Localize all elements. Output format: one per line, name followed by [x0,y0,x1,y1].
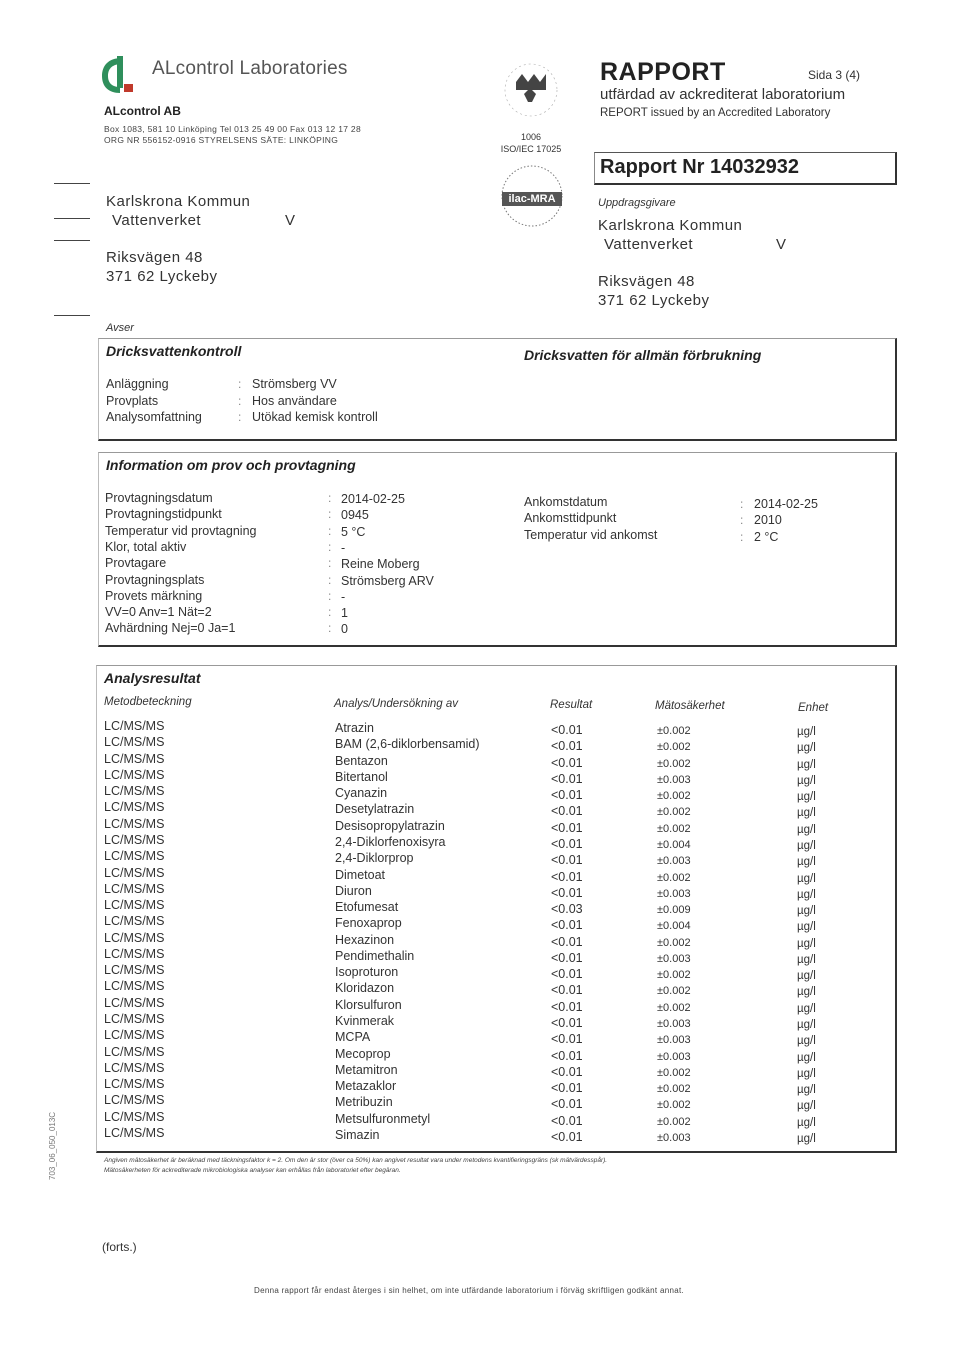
client-label: Uppdragsgivare [598,197,676,209]
footer-disclaimer: Denna rapport får endast återges i sin helhet, om inte utfärdande laboratorium i förväg skriftligen godkänt annat. [254,1286,684,1295]
info-section [98,452,897,647]
info-right-label: Ankomsttidpunkt [524,511,617,526]
result-analysis: Kloridazon [335,981,395,996]
info-row-value: - [341,589,346,604]
result-analysis: Diuron [335,883,372,898]
result-value: <0.01 [551,739,583,754]
result-value: <0.01 [551,1032,583,1047]
result-method: LC/MS/MS [104,930,165,945]
avser-row-value: Strömsberg VV [252,377,337,391]
result-value: <0.01 [551,723,583,737]
result-method: LC/MS/MS [104,979,165,994]
result-unit: µg/l [797,1035,816,1048]
result-method: LC/MS/MS [104,995,165,1010]
alcontrol-logo-icon [100,54,134,96]
result-unit: µg/l [797,937,816,950]
result-method: LC/MS/MS [104,881,165,896]
result-uncertainty: ±0.004 [657,920,691,933]
result-analysis: 2,4-Diklorprop [335,851,414,866]
info-right-value: 2 °C [754,529,779,544]
info-row-colon: : [328,588,332,603]
result-analysis: Metazaklor [335,1079,397,1094]
accreditation-standard: ISO/IEC 17025 [500,144,562,154]
info-right-colon: : [740,513,744,528]
result-analysis: BAM (2,6-diklorbensamid) [335,737,480,752]
company-name: ALcontrol Laboratories [152,58,348,79]
result-method: LC/MS/MS [104,832,165,847]
recipient-dept: Vattenverket [112,212,202,229]
info-right-value: 2010 [754,513,782,528]
result-analysis: MCPA [335,1030,371,1045]
ilac-mra-logo [496,160,568,232]
result-method: LC/MS/MS [104,946,165,961]
result-value: <0.01 [551,967,583,982]
info-row-value: 0945 [341,508,369,523]
client-street: Riksvägen 48 [598,273,695,290]
result-method: LC/MS/MS [104,963,165,978]
info-row-value: 5 °C [341,524,366,539]
avser-row-colon: : [238,410,242,424]
result-method: LC/MS/MS [104,767,165,782]
info-right-label: Temperatur vid ankomst [524,527,658,542]
report-number: Rapport Nr 14032932 [600,156,799,178]
result-analysis: Bentazon [335,753,388,768]
avser-row-colon: : [238,377,242,391]
result-unit: µg/l [797,758,816,771]
result-unit: µg/l [797,1100,816,1113]
result-uncertainty: ±0.003 [657,1050,691,1063]
avser-right-title: Dricksvatten för allmän förbrukning [524,347,762,363]
result-analysis: Isoproturon [335,965,399,980]
result-method: LC/MS/MS [104,849,165,864]
result-method: LC/MS/MS [104,1012,165,1027]
avser-row-colon: : [238,393,242,408]
result-method: LC/MS/MS [104,1126,165,1140]
info-row-label: Provtagningstidpunkt [105,507,222,522]
info-row-value: - [341,540,346,555]
info-right-colon: : [740,497,744,511]
result-unit: µg/l [797,905,816,918]
info-right-label: Ankomstdatum [524,495,608,509]
result-analysis: Mecoprop [335,1046,391,1061]
result-unit: µg/l [797,872,816,885]
result-uncertainty: ±0.002 [657,790,691,803]
result-unit: µg/l [797,1084,816,1097]
info-row-colon: : [328,556,332,571]
recipient-name: Karlskrona Kommun [106,193,251,210]
header-analysis: Analys/Undersökning av [334,698,459,710]
info-row-label: Avhärdning Nej=0 Ja=1 [105,621,236,636]
accreditation-number: 1006 [520,132,542,142]
info-row-colon: : [328,523,332,538]
result-unit: µg/l [797,726,816,738]
info-row-value: Strömsberg ARV [341,573,434,588]
result-uncertainty: ±0.004 [657,838,691,851]
result-value: <0.01 [551,1130,583,1144]
result-unit: µg/l [797,742,816,755]
result-unit: µg/l [797,1116,816,1129]
result-method: LC/MS/MS [104,1044,165,1059]
fold-mark [54,315,90,316]
fold-mark [54,183,90,184]
result-value: <0.01 [551,1081,583,1096]
info-row-value: 2014-02-25 [341,492,405,506]
result-value: <0.01 [551,853,583,868]
result-value: <0.01 [551,755,583,770]
continued-label: (forts.) [102,1240,137,1254]
avser-row-label: Anläggning [106,377,169,391]
result-method: LC/MS/MS [104,1077,165,1092]
info-row-colon: : [328,572,332,587]
result-analysis: Metribuzin [335,1095,393,1110]
result-uncertainty: ±0.002 [657,725,691,737]
result-unit: µg/l [797,921,816,934]
uncertainty-note: Angiven mätosäkerhet är beräknad med täckningsfaktor k = 2. Om den är stor (över ca 50%) kan angivet resultat vara under metodens kvantifieringsgräns (sk mätvärdesspår). [104,1157,608,1164]
result-value: <0.01 [551,934,583,949]
report-subtitle-en: REPORT issued by an Accredited Laboratory [600,107,831,119]
company-legal-name: ALcontrol AB [104,104,181,118]
info-row-label: VV=0 Anv=1 Nät=2 [105,605,212,620]
report-title: RAPPORT [600,58,726,86]
result-uncertainty: ±0.003 [657,855,691,868]
result-uncertainty: ±0.002 [657,741,691,754]
result-value: <0.01 [551,869,583,884]
result-uncertainty: ±0.002 [657,1001,691,1014]
result-analysis: Etofumesat [335,900,399,915]
result-unit: µg/l [797,1002,816,1015]
result-analysis: Fenoxaprop [335,916,402,931]
info-row-label: Provtagare [105,556,167,571]
result-uncertainty: ±0.002 [657,1066,691,1079]
result-uncertainty: ±0.002 [657,871,691,884]
result-unit: µg/l [797,807,816,820]
result-analysis: Desisopropylatrazin [335,818,445,833]
result-uncertainty: ±0.002 [657,822,691,835]
result-analysis: Pendimethalin [335,948,415,963]
result-value: <0.01 [551,1113,583,1128]
result-unit: µg/l [797,1133,816,1145]
result-method: LC/MS/MS [104,816,165,831]
avser-label: Avser [106,322,134,334]
header-uncertainty: Mätosäkerhet [655,700,725,712]
result-method: LC/MS/MS [104,1109,165,1124]
result-unit: µg/l [797,970,816,983]
page-number: Sida 3 (4) [808,68,861,82]
avser-row-label: Analysomfattning [106,410,202,424]
avser-title: Dricksvattenkontroll [106,343,242,359]
result-value: <0.01 [551,1016,583,1031]
result-analysis: Dimetoat [335,867,386,882]
result-analysis: Simazin [335,1128,380,1142]
result-analysis: Hexazinon [335,932,395,947]
recipient-city: 371 62 Lyckeby [106,268,218,285]
result-uncertainty: ±0.003 [657,1132,691,1144]
result-analysis: Klorsulfuron [335,997,402,1012]
result-value: <0.01 [551,1097,583,1112]
avser-row-value: Hos användare [252,393,337,408]
result-uncertainty: ±0.003 [657,887,691,900]
avser-row-label: Provplats [106,393,159,408]
result-method: LC/MS/MS [104,898,165,913]
info-row-label: Klor, total aktiv [105,539,187,554]
info-row-label: Provtagningsdatum [105,491,213,505]
result-uncertainty: ±0.002 [657,1115,691,1128]
swedac-crown-icon [494,56,568,128]
result-uncertainty: ±0.002 [657,936,691,949]
result-unit: µg/l [797,986,816,999]
client-city: 371 62 Lyckeby [598,292,710,309]
document-code: 703_06_050_013C [48,1111,57,1180]
result-method: LC/MS/MS [104,719,165,733]
recipient-flag: V [285,212,296,229]
info-row-colon: : [328,491,332,505]
header-method: Metodbeteckning [104,696,192,708]
client-flag: V [776,236,787,253]
result-analysis: Cyanazin [335,786,388,801]
report-subtitle-sv: utfärdad av ackrediterat laboratorium [600,86,846,103]
result-analysis: Desetylatrazin [335,802,415,817]
header-result: Resultat [550,699,593,711]
company-address: Box 1083, 581 10 Linköping Tel 013 25 49 00 Fax 013 12 17 28 [104,124,361,134]
info-row-colon: : [328,605,332,620]
result-uncertainty: ±0.003 [657,1018,691,1031]
result-value: <0.01 [551,885,583,900]
result-value: <0.01 [551,950,583,965]
result-uncertainty: ±0.002 [657,985,691,998]
result-method: LC/MS/MS [104,1028,165,1043]
result-value: <0.01 [551,1064,583,1079]
info-row-value: Reine Moberg [341,557,420,572]
result-uncertainty: ±0.003 [657,952,691,965]
result-value: <0.01 [551,788,583,803]
result-unit: µg/l [797,1051,816,1064]
info-row-value: 1 [341,606,348,621]
info-row-colon: : [328,539,332,554]
result-unit: µg/l [797,774,816,787]
result-uncertainty: ±0.003 [657,1034,691,1047]
result-analysis: Kvinmerak [335,1014,395,1029]
fold-mark [54,240,90,241]
result-analysis: Bitertanol [335,769,388,784]
result-uncertainty: ±0.009 [657,904,691,917]
result-analysis: Atrazin [335,721,374,735]
recipient-street: Riksvägen 48 [106,249,203,266]
info-row-label: Provets märkning [105,588,203,603]
result-unit: µg/l [797,1019,816,1032]
info-row-value: 0 [341,622,348,637]
result-value: <0.01 [551,1048,583,1063]
result-uncertainty: ±0.002 [657,1083,691,1096]
result-uncertainty: ±0.002 [657,1099,691,1112]
result-value: <0.01 [551,836,583,851]
result-value: <0.01 [551,804,583,819]
result-method: LC/MS/MS [104,800,165,815]
result-unit: µg/l [797,823,816,836]
result-method: LC/MS/MS [104,865,165,880]
result-uncertainty: ±0.002 [657,806,691,819]
fold-mark [54,218,90,219]
result-unit: µg/l [797,791,816,804]
info-title: Information om prov och provtagning [106,457,356,473]
result-uncertainty: ±0.002 [657,969,691,982]
result-value: <0.01 [551,983,583,998]
result-method: LC/MS/MS [104,784,165,799]
info-row-colon: : [328,621,332,636]
info-row-label: Temperatur vid provtagning [105,523,257,538]
result-method: LC/MS/MS [104,1093,165,1108]
result-method: LC/MS/MS [104,914,165,929]
results-title: Analysresultat [104,670,201,686]
swedac-seal [494,56,568,152]
result-unit: µg/l [797,856,816,869]
result-value: <0.01 [551,918,583,933]
ilac-label: ilac-MRA [508,193,556,205]
result-analysis: Metamitron [335,1062,398,1077]
microbiology-note: Mätosäkerheten för ackrediterade mikrobiologiska analyser kan erhållas från laboratoriet efter begäran. [104,1167,401,1174]
info-row-colon: : [328,507,332,522]
result-uncertainty: ±0.003 [657,773,691,786]
result-unit: µg/l [797,888,816,901]
result-method: LC/MS/MS [104,751,165,766]
info-right-colon: : [740,529,744,544]
company-org-number: ORG NR 556152-0916 STYRELSENS SÄTE: LINKÖPING [104,135,339,145]
result-analysis: 2,4-Diklorfenoxisyra [335,834,446,849]
result-unit: µg/l [797,953,816,966]
info-row-label: Provtagningsplats [105,572,205,587]
result-value: <0.01 [551,820,583,835]
header-unit: Enhet [798,702,829,714]
result-analysis: Metsulfuronmetyl [335,1111,431,1126]
result-method: LC/MS/MS [104,1060,165,1075]
result-value: <0.03 [551,902,583,917]
result-unit: µg/l [797,1067,816,1080]
result-value: <0.01 [551,999,583,1014]
result-uncertainty: ±0.002 [657,757,691,770]
client-dept: Vattenverket [604,236,694,253]
avser-row-value: Utökad kemisk kontroll [252,410,378,424]
result-method: LC/MS/MS [104,735,165,750]
result-value: <0.01 [551,771,583,786]
client-name: Karlskrona Kommun [598,217,743,234]
results-section [96,665,897,1153]
info-right-value: 2014-02-25 [754,497,818,511]
result-unit: µg/l [797,839,816,852]
